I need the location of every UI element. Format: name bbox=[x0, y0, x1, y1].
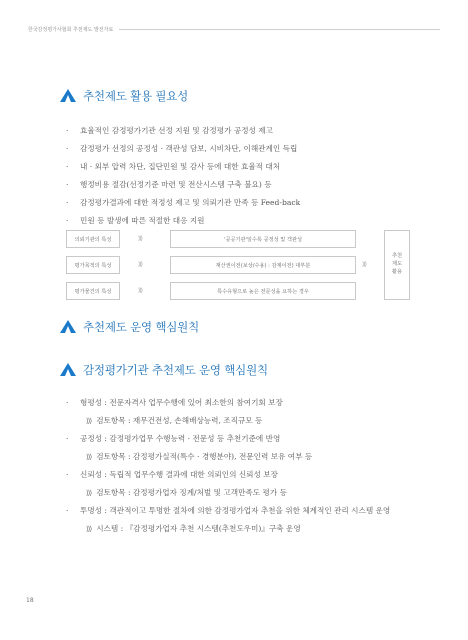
bullet-dot-icon: · bbox=[66, 144, 69, 153]
flow-result-box: 추천 제도 활용 bbox=[384, 230, 410, 300]
section-heading-necessity bbox=[60, 88, 188, 104]
section-title: 추천제도 활용 필요성 bbox=[83, 89, 189, 103]
running-header bbox=[28, 26, 440, 33]
triple-arrow-icon: ⟩⟩⟩ bbox=[86, 417, 92, 425]
triple-arrow-icon: ⟩⟩⟩ bbox=[86, 489, 92, 497]
header-text: 한국감정평가사협회 추천제도 발전자료 bbox=[28, 27, 114, 33]
bullet-item: · 행정비용 절감(선정기준 마련 및 전산시스템 구축 불요) 등 bbox=[66, 180, 272, 189]
flow-left-box: 의뢰기관의 특성 bbox=[66, 230, 120, 248]
bullet-dot-icon: · bbox=[66, 506, 69, 515]
bullet-item: · 감정평가 선정의 공정성 · 객관성 담보, 시비차단, 이해관계인 득립 bbox=[66, 144, 298, 153]
flow-middle-box: '공공기관'일수록 공정성 및 객관성 bbox=[170, 230, 356, 248]
flow-arrow-icon: ⟩⟩⟩ bbox=[138, 261, 143, 268]
bullet-item: · 민원 등 발생에 따른 적절한 대응 지원 bbox=[66, 216, 205, 225]
principle-item: · 투명성 : 객관적이고 투명한 절차에 의한 감정평가업자 추천을 위한 체계적인 관리 시스템 운영 bbox=[66, 506, 391, 515]
principle-item: · 형평성 : 전문자격사 업무수행에 있어 최소한의 참여기회 보장 bbox=[66, 398, 283, 407]
bullet-dot-icon: · bbox=[66, 434, 69, 443]
bullet-dot-icon: · bbox=[66, 162, 69, 171]
bullet-dot-icon: · bbox=[66, 198, 69, 207]
principle-sub-item: ⟩⟩⟩ 검토항목 : 재무건전성, 손해배상능력, 조직규모 등 bbox=[86, 416, 263, 425]
triangle-mark-icon bbox=[60, 320, 76, 334]
bullet-item: · 내 · 외부 압력 차단, 집단민원 및 감사 등에 대한 효율적 대처 bbox=[66, 162, 281, 171]
section-title: 추천제도 운영 핵심원칙 bbox=[83, 320, 199, 334]
principle-sub-item: ⟩⟩⟩ 검토항목 : 감정평가실적(특수 · 경행분야), 전문인력 보유 여부 등 bbox=[86, 452, 313, 461]
triple-arrow-icon: ⟩⟩⟩ bbox=[86, 453, 92, 461]
flow-arrow-icon: ⟩⟩⟩ bbox=[138, 235, 143, 242]
bullet-dot-icon: · bbox=[66, 180, 69, 189]
principle-sub-item: ⟩⟩⟩ 시스템 : 『감정평가업자 추천 시스템(추천도우미)』구축 운영 bbox=[86, 524, 301, 533]
principle-sub-item: ⟩⟩⟩ 검토항목 : 감정평가업자 징계/처벌 및 고객만족도 평가 등 bbox=[86, 488, 287, 497]
flow-arrow-icon: ⟩⟩⟩ bbox=[138, 287, 143, 294]
page-number: 18 bbox=[26, 597, 34, 604]
bullet-dot-icon: · bbox=[66, 216, 69, 225]
section-heading-core-principles bbox=[60, 362, 268, 378]
flow-middle-box: 재산권이전(보상/수용) : 감제이전) 대부분 bbox=[170, 256, 356, 274]
flow-left-box: 평가목적의 특성 bbox=[66, 256, 120, 274]
section-heading-principles bbox=[60, 319, 199, 335]
header-rule bbox=[119, 29, 440, 30]
triple-arrow-icon: ⟩⟩⟩ bbox=[86, 525, 92, 533]
bullet-dot-icon: · bbox=[66, 398, 69, 407]
bullet-item: · 감정평가결과에 대한 적정성 제고 및 의뢰기관 만족 등 Feed-back bbox=[66, 198, 301, 207]
triangle-mark-icon bbox=[60, 89, 76, 103]
section-title: 감정평가기관 추천제도 운영 핵심원칙 bbox=[83, 363, 268, 377]
triangle-mark-icon bbox=[60, 363, 76, 377]
flow-arrow-icon: ⟩⟩⟩ bbox=[362, 261, 367, 268]
bullet-dot-icon: · bbox=[66, 126, 69, 135]
flow-diagram bbox=[66, 230, 410, 306]
principle-item: · 신뢰성 : 독립적 업무수행 결과에 대한 의뢰인의 신뢰성 보장 bbox=[66, 470, 278, 479]
principle-item: · 공정성 : 감정평가업무 수행능력 · 전문성 등 추천기준에 반영 bbox=[66, 434, 281, 443]
flow-left-box: 평가물건의 특성 bbox=[66, 282, 120, 300]
flow-middle-box: 특수유형으로 높은 전문성을 요하는 경우 bbox=[170, 282, 356, 300]
bullet-dot-icon: · bbox=[66, 470, 69, 479]
bullet-item: · 효율적인 감정평가기관 선정 지원 및 감정평가 공정성 제고 bbox=[66, 126, 273, 135]
